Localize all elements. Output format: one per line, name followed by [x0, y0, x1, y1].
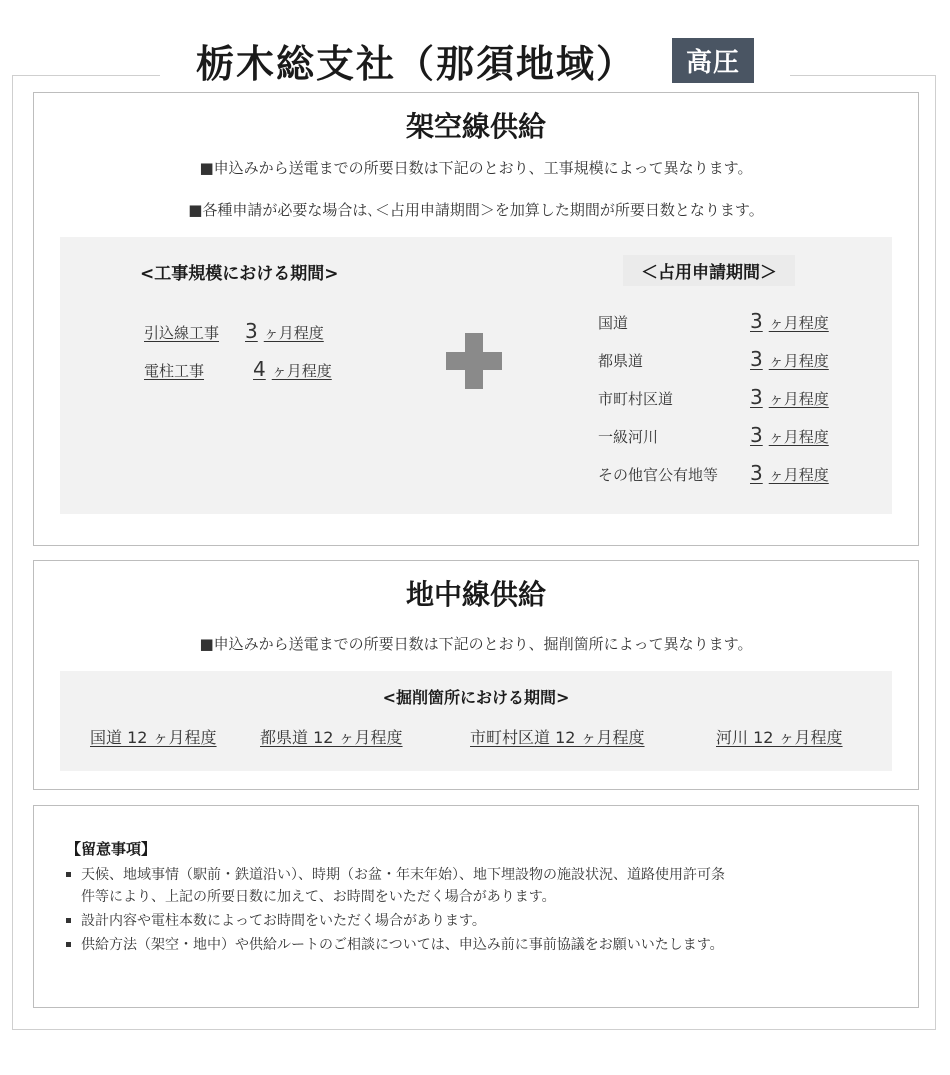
underground-title: 地中線供給 — [405, 578, 546, 611]
permit-item-unit: ヶ月程度 — [768, 314, 829, 332]
permit-heading: ＜占用申請期間＞ — [623, 255, 795, 286]
permit-item-unit: ヶ月程度 — [768, 428, 829, 446]
scale-item-unit: ヶ月程度 — [271, 362, 332, 380]
bullet-icon — [66, 918, 71, 923]
remarks-item: 天候、地域事情（駅前・鉄道沿い）、時期（お盆・年末年始）、地下埋設物の施設状況、道路使用許可条 — [66, 864, 896, 886]
header — [160, 22, 790, 98]
scale-heading: <工事規模における期間> — [140, 264, 339, 284]
remarks-item-continued: 件等により、上記の所要日数に加えて、お時間をいただく場合があります。 — [81, 889, 556, 905]
remarks-item: 供給方法（架空・地中）や供給ルートのご相談については、申込み前に事前協議をお願いいたします。 — [66, 934, 896, 956]
overhead-note-2: ■各種申請が必要な場合は､＜占用申請期間＞を加算した期間が所要日数となります。 — [188, 201, 764, 219]
permit-item-num: 3 — [750, 309, 763, 333]
remarks-section — [33, 805, 919, 1008]
excavation-item-national-road: 国道 12 ヶ月程度 — [90, 728, 217, 747]
page-title: 栃木総支社（那須地域） — [195, 41, 636, 86]
scale-item-num: 4 — [253, 357, 266, 381]
permit-item-unit: ヶ月程度 — [768, 352, 829, 370]
permit-item-num: 3 — [750, 423, 763, 447]
voltage-badge: 高圧 — [672, 38, 754, 83]
permit-item-class-a-river — [598, 423, 846, 447]
permit-item-num: 3 — [750, 347, 763, 371]
scale-item-label: 引込線工事 — [144, 324, 220, 342]
permit-item-num: 3 — [750, 461, 763, 485]
scale-item-num: 3 — [245, 319, 258, 343]
permit-item-label: 国道 — [598, 314, 629, 332]
plus-icon — [446, 333, 502, 389]
excavation-heading: <掘削箇所における期間> — [382, 688, 570, 707]
scale-item-pole — [144, 357, 332, 381]
bullet-icon — [66, 872, 71, 877]
overhead-supply-section — [33, 92, 919, 546]
overhead-title: 架空線供給 — [405, 110, 546, 143]
permit-item-municipal-road — [598, 385, 846, 409]
permit-item-label: 一級河川 — [598, 428, 659, 446]
permit-item-unit: ヶ月程度 — [768, 390, 829, 408]
overhead-period-panel — [60, 237, 892, 514]
remarks-heading: 【留意事項】 — [66, 840, 157, 858]
bullet-icon — [66, 942, 71, 947]
permit-item-other-public-land — [598, 461, 846, 485]
permit-item-unit: ヶ月程度 — [768, 466, 829, 484]
underground-supply-section — [33, 560, 919, 790]
permit-item-num: 3 — [750, 385, 763, 409]
permit-item-label: 市町村区道 — [598, 390, 674, 408]
permit-item-label: その他官公有地等 — [598, 466, 719, 484]
scale-item-label: 電柱工事 — [144, 362, 205, 380]
permit-item-national-road — [598, 309, 846, 333]
excavation-item-river: 河川 12 ヶ月程度 — [716, 728, 843, 747]
excavation-item-municipal-road: 市町村区道 12 ヶ月程度 — [470, 728, 645, 747]
permit-item-label: 都県道 — [598, 352, 644, 370]
excavation-item-prefectural-road: 都県道 12 ヶ月程度 — [260, 728, 403, 747]
scale-item-unit: ヶ月程度 — [263, 324, 324, 342]
scale-item-service-line — [144, 319, 324, 343]
permit-item-prefectural-road — [598, 347, 846, 371]
underground-note: ■申込みから送電までの所要日数は下記のとおり、掘削箇所によって異なります。 — [199, 635, 753, 653]
overhead-note-1: ■申込みから送電までの所要日数は下記のとおり、工事規模によって異なります。 — [199, 159, 753, 177]
remarks-item: 設計内容や電柱本数によってお時間をいただく場合があります。 — [66, 910, 896, 932]
excavation-period-panel — [60, 671, 892, 771]
